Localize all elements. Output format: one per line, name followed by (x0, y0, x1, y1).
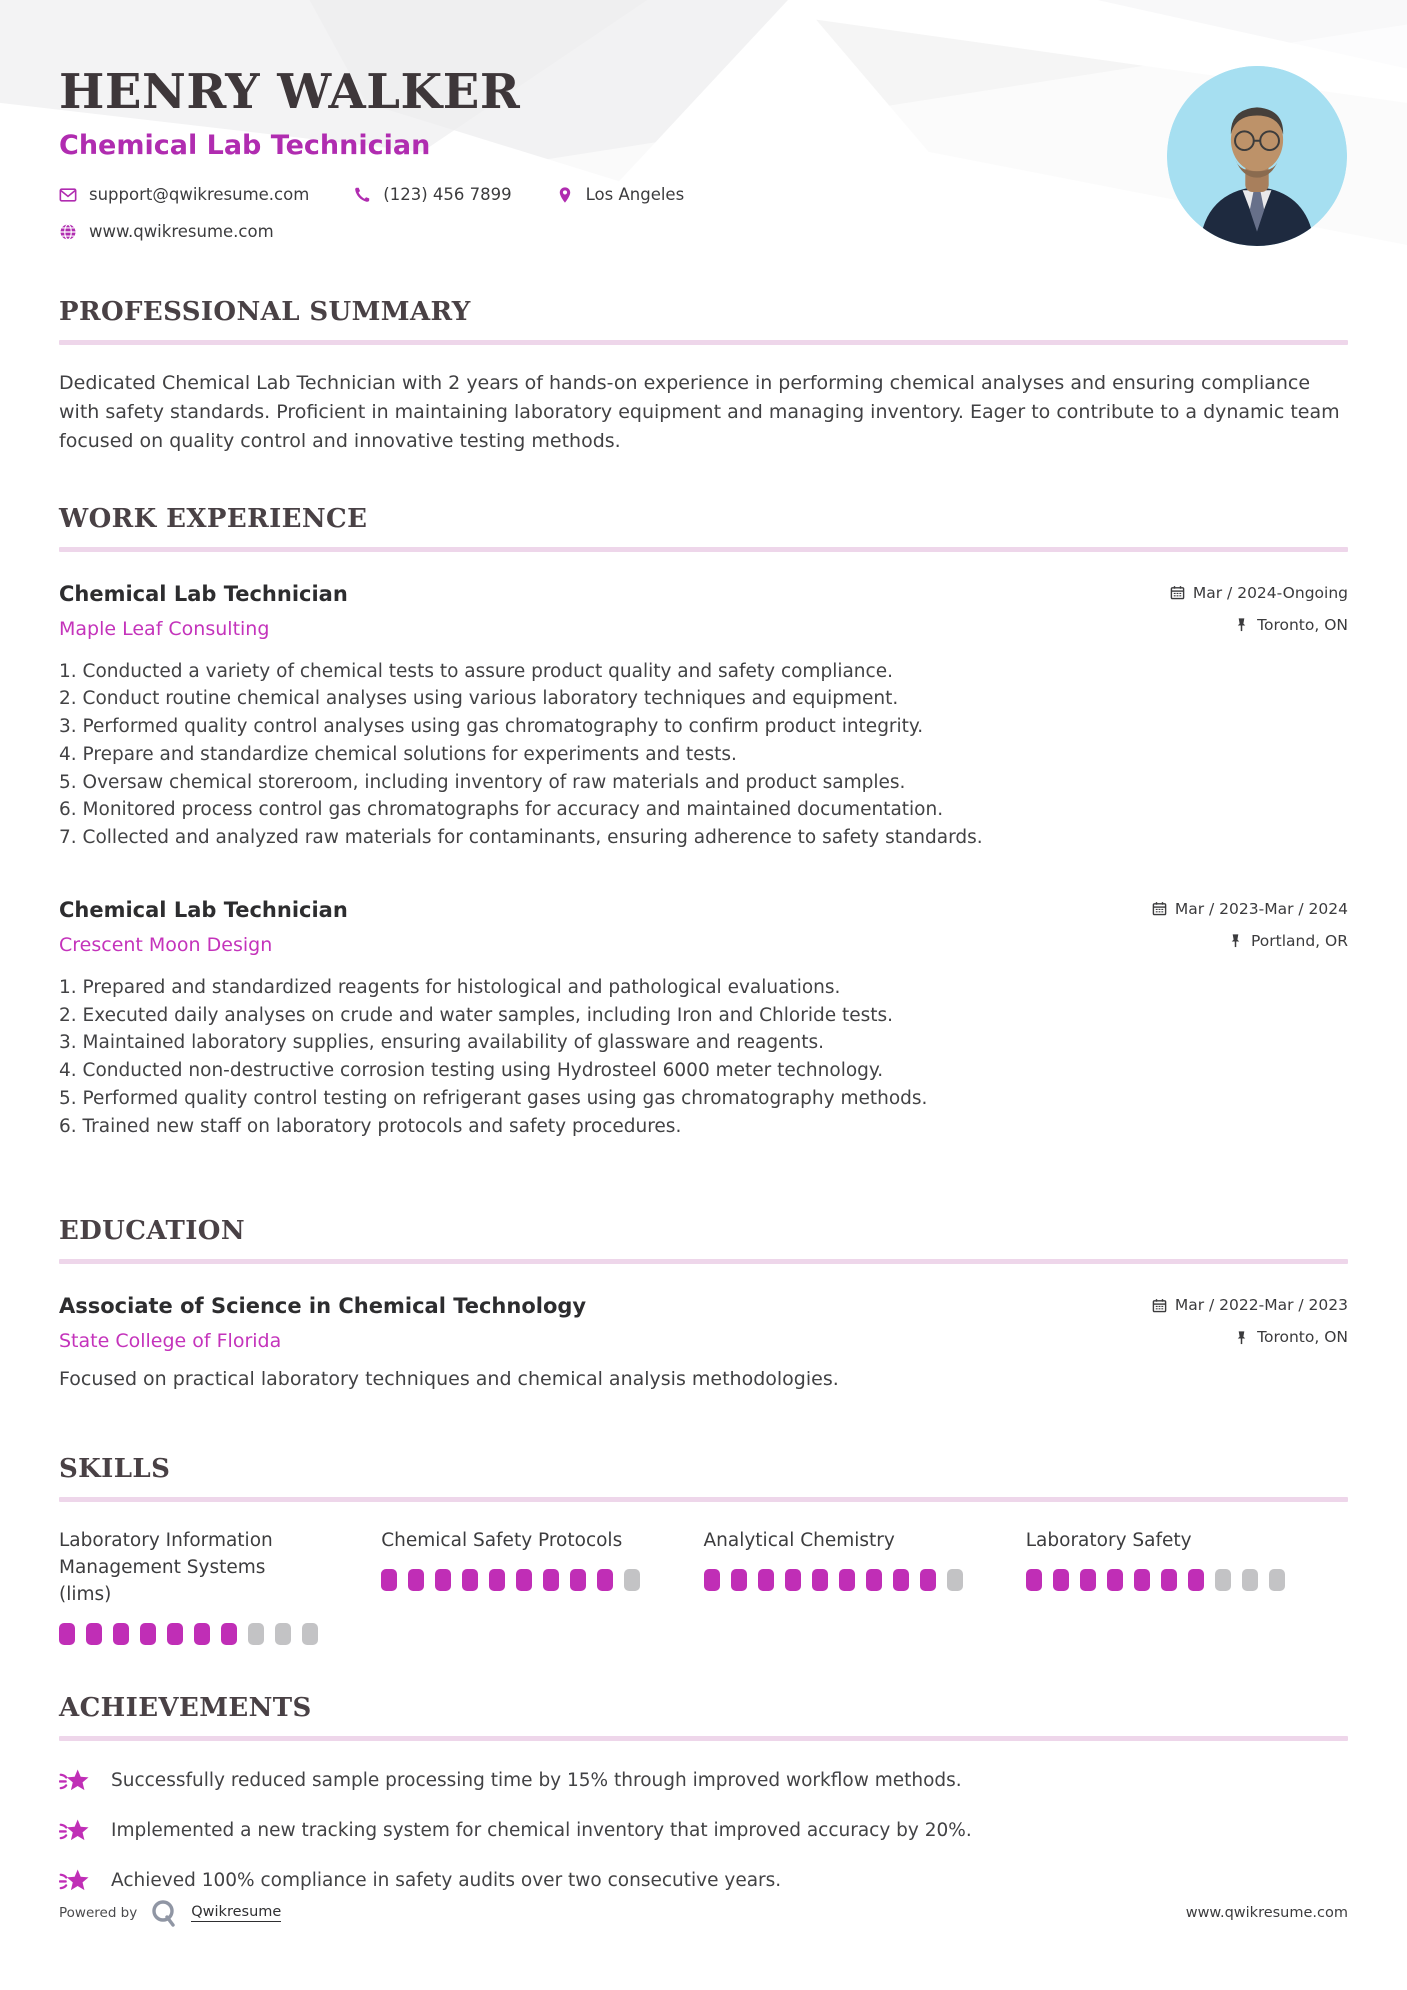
contact-location (556, 185, 685, 204)
skill-level-dot (812, 1569, 828, 1591)
skill-level-bar (59, 1623, 341, 1645)
achievement-item (59, 1817, 1348, 1845)
job-bullet: Oversaw chemical storeroom, including inventory of raw materials and product samples. (82, 771, 906, 793)
job-entry-1 (59, 582, 1348, 852)
skill-level-dot (731, 1569, 747, 1591)
skill-level-dot (839, 1569, 855, 1591)
job-bullet: Conduct routine chemical analyses using various laboratory techniques and equipment. (82, 688, 899, 710)
resume-header (0, 0, 1407, 241)
achievement-item (59, 1767, 1348, 1795)
skill-item (1026, 1528, 1348, 1644)
email-text[interactable]: support@qwikresume.com (89, 185, 310, 204)
skill-level-dot (59, 1623, 75, 1645)
education-entry (59, 1294, 1348, 1390)
skill-level-dot (1080, 1569, 1096, 1591)
pushpin-icon (1234, 1330, 1249, 1345)
skill-level-dot (543, 1569, 559, 1591)
job-entry-2 (59, 898, 1348, 1141)
education-location-text: Toronto, ON (1257, 1328, 1348, 1347)
job-bullet: Trained new staff on laboratory protocols and safety procedures. (82, 1115, 682, 1137)
skill-level-dot (381, 1569, 397, 1591)
skill-level-dot (113, 1623, 129, 1645)
education-heading: EDUCATION (59, 1216, 246, 1247)
person-job-title: Chemical Lab Technician (59, 130, 431, 161)
job-bullet: Collected and analyzed raw materials for contaminants, ensuring adherence to safety standards. (82, 827, 983, 849)
skill-level-dot (140, 1623, 156, 1645)
job-location (1152, 932, 1348, 950)
qwikresume-link[interactable]: Qwikresume (191, 1904, 282, 1920)
skill-level-dot (947, 1569, 963, 1591)
work-heading: WORK EXPERIENCE (59, 503, 368, 534)
achievement-star-icon (59, 1817, 91, 1845)
calendar-icon (1170, 585, 1185, 600)
phone-text[interactable]: (123) 456 7899 (383, 185, 512, 204)
skill-level-dot (1242, 1569, 1258, 1591)
education-date-text: Mar / 2022-Mar / 2023 (1174, 1296, 1348, 1315)
page-footer (59, 1898, 1348, 1928)
achievements-heading: ACHIEVEMENTS (59, 1692, 312, 1723)
powered-by-label: Powered by (59, 1905, 138, 1921)
section-achievements (59, 1693, 1348, 1895)
job-bullet: Performed quality control testing on refrigerant gases using gas chromatography methods. (82, 1087, 928, 1109)
location-text: Los Angeles (585, 185, 685, 204)
school-name: State College of Florida (59, 1330, 282, 1353)
skill-item (704, 1528, 1026, 1644)
job-bullet-list (59, 974, 1348, 1141)
calendar-icon (1152, 901, 1167, 916)
skill-level-dot (866, 1569, 882, 1591)
job-bullet: Executed daily analyses on crude and water samples, including Iron and Chloride tests. (82, 1004, 894, 1026)
contact-row-2 (59, 222, 1348, 241)
skill-level-dot (1269, 1569, 1285, 1591)
skill-item (381, 1528, 703, 1644)
achievement-star-icon (59, 1767, 91, 1795)
skill-label: Analytical Chemistry (703, 1530, 895, 1552)
achievement-list (59, 1767, 1348, 1895)
job-location-text: Portland, OR (1250, 931, 1348, 950)
achievement-text: Successfully reduced sample processing time by 15% through improved workflow methods. (111, 1770, 962, 1792)
skill-level-bar (1026, 1569, 1308, 1591)
job-location-text: Toronto, ON (1257, 615, 1348, 634)
skills-grid (59, 1528, 1348, 1644)
section-work-experience (59, 504, 1348, 1141)
skill-level-dot (275, 1623, 291, 1645)
skill-level-dot (624, 1569, 640, 1591)
skill-level-dot (1134, 1569, 1150, 1591)
skill-level-dot (489, 1569, 505, 1591)
section-skills (59, 1454, 1348, 1644)
skill-level-dot (194, 1623, 210, 1645)
achievement-star-icon (59, 1867, 91, 1895)
skill-level-dot (1026, 1569, 1042, 1591)
job-company: Maple Leaf Consulting (59, 617, 270, 640)
skill-item (59, 1528, 381, 1644)
job-dates (1170, 584, 1348, 602)
section-divider (59, 1736, 1348, 1741)
job-bullet: Prepare and standardize chemical solutions for experiments and tests. (82, 743, 737, 765)
job-bullet: Monitored process control gas chromatographs for accuracy and maintained documentation. (82, 799, 944, 821)
education-dates (1152, 1296, 1348, 1314)
contact-row-1 (59, 185, 1348, 204)
section-divider (59, 340, 1348, 345)
skill-level-bar (704, 1569, 986, 1591)
pushpin-icon (1234, 617, 1249, 632)
job-title: Chemical Lab Technician (59, 897, 348, 922)
section-divider (59, 1497, 1348, 1502)
skill-level-dot (785, 1569, 801, 1591)
calendar-icon (1152, 1298, 1167, 1313)
location-pin-icon (556, 186, 574, 204)
skill-level-dot (920, 1569, 936, 1591)
skill-label: Laboratory Safety (1025, 1530, 1192, 1552)
email-icon (59, 186, 77, 204)
footer-website: www.qwikresume.com (1185, 1905, 1348, 1921)
skill-level-dot (516, 1569, 532, 1591)
contact-phone (353, 185, 511, 204)
skill-level-dot (435, 1569, 451, 1591)
resume-body (59, 297, 1348, 1895)
achievement-item (59, 1867, 1348, 1895)
skill-level-dot (1107, 1569, 1123, 1591)
skill-level-dot (1053, 1569, 1069, 1591)
degree-title: Associate of Science in Chemical Technology (59, 1294, 587, 1319)
skill-level-dot (1161, 1569, 1177, 1591)
website-text[interactable]: www.qwikresume.com (89, 222, 274, 241)
skill-level-dot (758, 1569, 774, 1591)
footer-branding (59, 1898, 281, 1928)
skill-level-dot (221, 1623, 237, 1645)
education-location (1152, 1328, 1348, 1346)
contact-email (59, 185, 309, 204)
skill-level-dot (1215, 1569, 1231, 1591)
job-bullet: Performed quality control analyses using gas chromatography to confirm product integrity. (82, 716, 924, 738)
section-education (59, 1216, 1348, 1390)
section-divider (59, 547, 1348, 552)
skill-level-dot (462, 1569, 478, 1591)
qwikresume-logo-icon (149, 1898, 179, 1928)
job-bullet: Maintained laboratory supplies, ensuring availability of glassware and reagents. (82, 1032, 824, 1054)
pushpin-icon (1228, 933, 1243, 948)
section-divider (59, 1259, 1348, 1264)
skill-level-dot (408, 1569, 424, 1591)
globe-icon (59, 223, 77, 241)
skill-level-dot (570, 1569, 586, 1591)
skill-label: Laboratory Information Management Systems (lims) (59, 1530, 273, 1605)
job-company: Crescent Moon Design (59, 933, 273, 956)
skill-level-dot (1188, 1569, 1204, 1591)
contact-website (59, 222, 274, 241)
job-bullet: Conducted non-destructive corrosion testing using Hydrosteel 6000 meter technology. (82, 1060, 884, 1082)
skill-level-dot (893, 1569, 909, 1591)
phone-icon (353, 186, 371, 204)
job-dates (1152, 900, 1348, 918)
skill-label: Chemical Safety Protocols (381, 1530, 623, 1552)
section-professional-summary (59, 297, 1348, 456)
person-name: HENRY WALKER (59, 64, 521, 120)
achievement-text: Achieved 100% compliance in safety audits over two consecutive years. (111, 1870, 782, 1892)
skill-level-dot (86, 1623, 102, 1645)
achievement-text: Implemented a new tracking system for chemical inventory that improved accuracy by 20%. (111, 1820, 972, 1842)
skill-level-bar (381, 1569, 663, 1591)
skill-level-dot (167, 1623, 183, 1645)
profile-photo-image (1167, 66, 1347, 246)
skill-level-dot (597, 1569, 613, 1591)
skill-level-dot (248, 1623, 264, 1645)
job-bullet: Prepared and standardized reagents for histological and pathological evaluations. (82, 976, 841, 998)
education-description: Focused on practical laboratory techniques and chemical analysis methodologies. (59, 1368, 839, 1391)
profile-photo (1167, 66, 1347, 246)
summary-text: Dedicated Chemical Lab Technician with 2 years of hands-on experience in performing chemical analyses and ensuring compliance with safety standards. Proficient in maintaining laboratory equipment and managing inventory. Eager to contribute to a dynamic team focused on quality control and innovative testing methods. (59, 372, 1340, 452)
skill-level-dot (302, 1623, 318, 1645)
job-date-text: Mar / 2023-Mar / 2024 (1174, 899, 1348, 918)
skills-heading: SKILLS (59, 1454, 171, 1485)
job-bullet: Conducted a variety of chemical tests to assure product quality and safety compliance. (82, 660, 893, 682)
job-title: Chemical Lab Technician (59, 581, 348, 606)
job-date-text: Mar / 2024-Ongoing (1192, 583, 1348, 602)
summary-heading: PROFESSIONAL SUMMARY (59, 297, 471, 327)
job-bullet-list (59, 658, 1348, 852)
skill-level-dot (704, 1569, 720, 1591)
job-location (1170, 616, 1348, 634)
